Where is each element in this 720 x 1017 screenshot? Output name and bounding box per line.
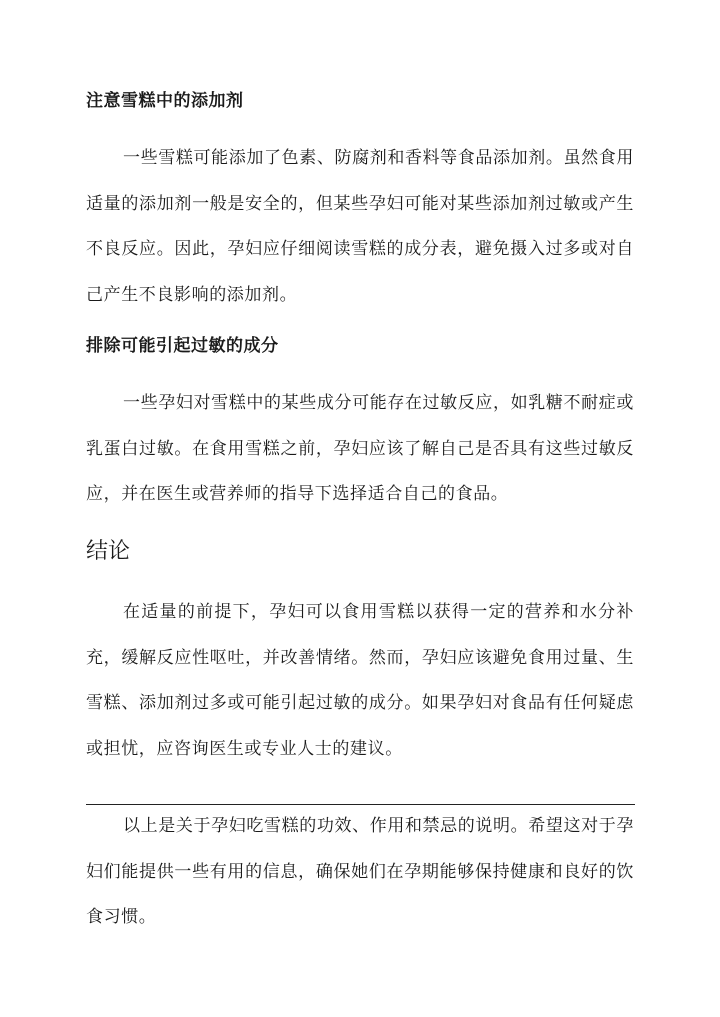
section-body-additives: 一些雪糕可能添加了色素、防腐剂和香料等食品添加剂。虽然食用适量的添加剂一般是安全的，但某些孕妇可能对某些添加剂过敏或产生不良反应。因此，孕妇应仔细阅读雪糕的成分表，避免摄入过多或对自己产生不良影响的添加剂。 [86, 148, 634, 305]
conclusion-body: 在适量的前提下，孕妇可以食用雪糕以获得一定的营养和水分补充，缓解反应性呕吐，并改善情绪。然而，孕妇应该避免食用过量、生雪糕、添加剂过多或可能引起过敏的成分。如果孕妇对食品有任何疑虑或担忧，应咨询医生或专业人士的建议。 [86, 602, 634, 759]
conclusion-heading: 结论 [86, 539, 131, 564]
section-body-allergens: 一些孕妇对雪糕中的某些成分可能存在过敏反应，如乳糖不耐症或乳蛋白过敏。在食用雪糕之前，孕妇应该了解自己是否具有这些过敏反应，并在医生或营养师的指导下选择适合自己的食品。 [86, 393, 634, 504]
footer-note: 以上是关于孕妇吃雪糕的功效、作用和禁忌的说明。希望这对于孕妇们能提供一些有用的信息，确保她们在孕期能够保持健康和良好的饮食习惯。 [86, 816, 634, 927]
section-heading-additives: 注意雪糕中的添加剂 [86, 91, 244, 111]
section-heading-allergens: 排除可能引起过敏的成分 [86, 336, 279, 356]
